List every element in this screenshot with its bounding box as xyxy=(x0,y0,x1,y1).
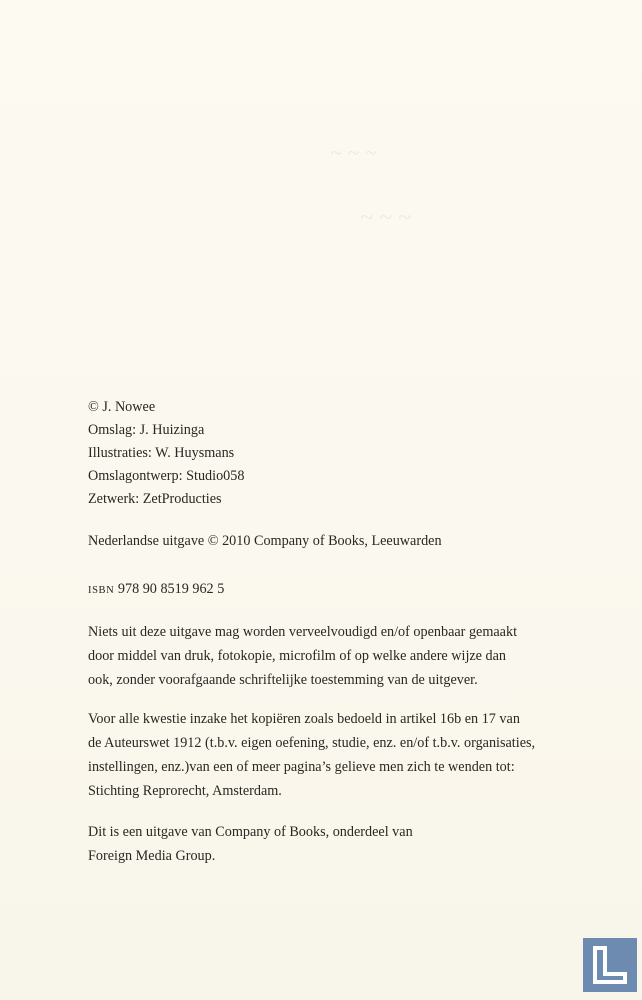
illustrations-credit: Illustraties: W. Huysmans xyxy=(88,445,235,461)
logo-mark xyxy=(583,938,637,992)
copying-notice xyxy=(88,707,568,803)
cover-design-credit: Omslagontwerp: Studio058 xyxy=(88,468,245,484)
show-through-text: ~ ~ ~ xyxy=(360,205,411,231)
paragraph-line: door middel van druk, fotokopie, microfilm of op welke andere wijze dan xyxy=(88,648,507,664)
cover-credit: Omslag: J. Huizinga xyxy=(88,422,205,438)
reproduction-notice xyxy=(88,620,568,692)
show-through-text: ~ ~ ~ xyxy=(330,140,377,165)
publisher-notice xyxy=(88,820,568,868)
paragraph-line: Stichting Reprorecht, Amsterdam. xyxy=(88,783,282,799)
credits-block xyxy=(88,396,558,511)
paragraph-line: instellingen, enz.)van een of meer pagina’s gelieve men zich te wenden tot: xyxy=(88,759,515,775)
stylized-l-logo-icon xyxy=(583,938,637,992)
isbn-label: ISBN xyxy=(88,585,115,596)
paragraph-line: de Auteurswet 1912 (t.b.v. eigen oefening, studie, enz. en/of t.b.v. organisaties, xyxy=(88,735,536,751)
paragraph-line: Foreign Media Group. xyxy=(88,848,216,864)
isbn-line xyxy=(88,578,224,602)
paragraph-line: Voor alle kwestie inzake het kopiëren zoals bedoeld in artikel 16b en 17 van xyxy=(88,711,520,727)
typesetting-credit: Zetwerk: ZetProducties xyxy=(88,491,222,507)
paragraph-line: ook, zonder voorafgaande schriftelijke toestemming van de uitgever. xyxy=(88,672,478,688)
edition-line: Nederlandse uitgave © 2010 Company of Books, Leeuwarden xyxy=(88,533,442,549)
isbn-number: 978 90 8519 962 5 xyxy=(117,581,225,597)
copyright-author: © J. Nowee xyxy=(88,399,156,415)
paragraph-line: Dit is een uitgave van Company of Books, onderdeel van xyxy=(88,824,413,840)
paragraph-line: Niets uit deze uitgave mag worden verveelvoudigd en/of openbaar gemaakt xyxy=(88,624,518,640)
